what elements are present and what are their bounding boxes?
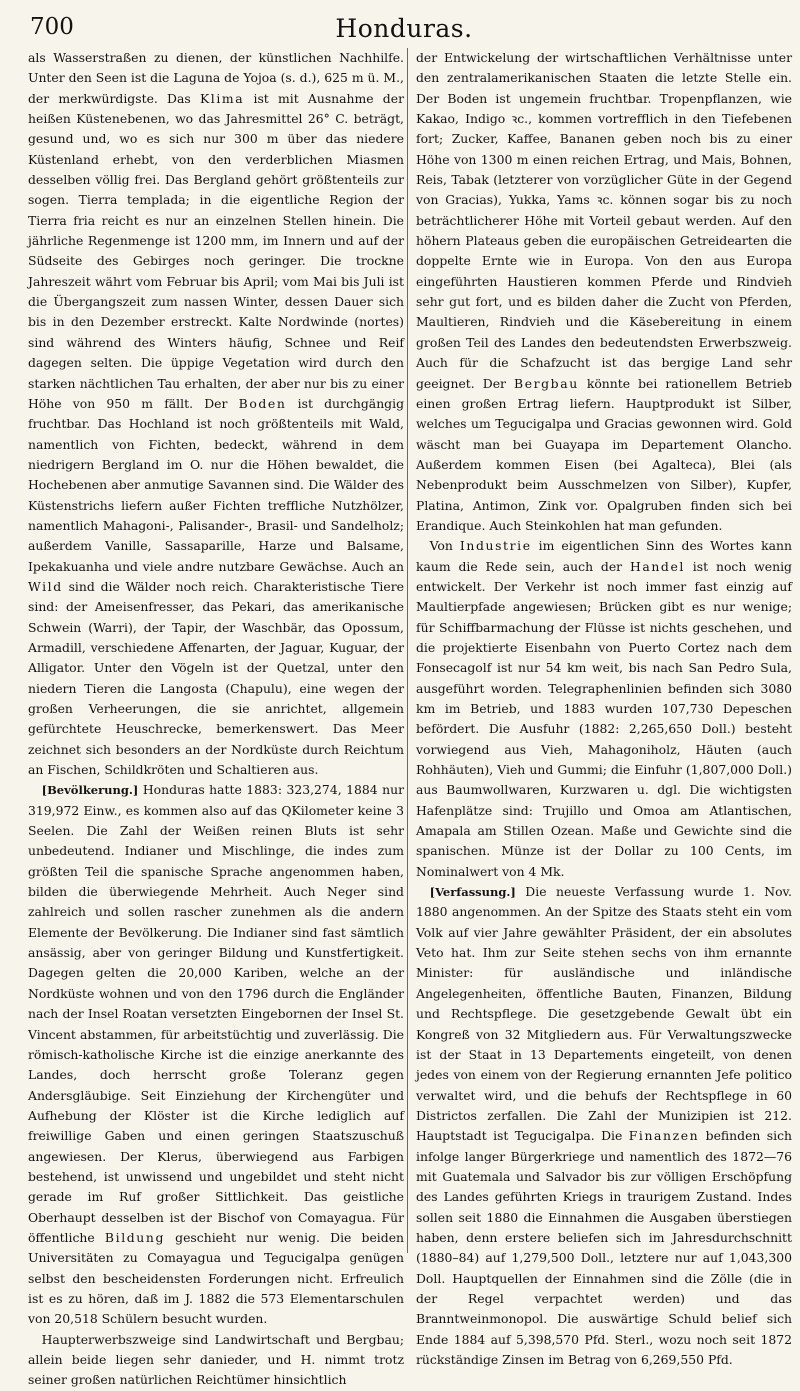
text-run: ist durchgängig fruchtbar. Das Hochland ist noch größtenteils mit Wald, namentlich von Fichten, bedeckt, während in dem niedrigern Bergland im O. nur die Höhen bewaldet, die Hochebenen aber anmutige Savannen sind. Die Wälder des Küstenstrichs liefern außer Fichten treffliche Nutzhölzer, namentlich Mahagoni-, Palisander-, Brasil- und Sandelholz; außerdem Vanille, Sassaparille, Harze und Balsame, Ipekakuanha und viele andre nutzbare Gewächse. Auch an — [28, 395, 404, 574]
column-divider — [407, 48, 408, 1253]
text-run: Von — [429, 538, 460, 554]
text-run: Haupterwerbszweige sind Landwirtschaft und Bergbau; allein beide liegen sehr danieder, und H. nimmt trotz seiner großen natürlichen Reichtümer hinsichtlich — [28, 1331, 404, 1388]
text-run: Honduras hatte 1883: 323,274, 1884 nur 319,972 Einw., es kommen also auf das QKilometer keine 3 Seelen. Die Zahl der Weißen reinen Bluts ist sehr unbedeutend. Indianer und Mischlinge, die indes zum größten Teil die spanische Sprache angenommen haben, bilden die überwiegende Mehrheit. Auch Neger sind zahlreich und sollen rascher zunehmen als die andern Elemente der Bevölkerung. Die Indianer sind fast sämtlich ansässig, aber von geringer Bildung und Kunstfertigkeit. Dagegen gelten die 20,000 Kariben, welche an der Nordküste wohnen und von den 1796 durch die Engländer nach der Insel Roatan versetzten Eingebornen der Insel St. Vincent abstammen, für arbeitstüchtig und zuverlässig. Die römisch-katholische Kirche ist die einzige anerkannte des Landes, doch herrscht große Toleranz gegen Andersgläubige. Seit Einziehung der Kirchengüter und Aufhebung der Klöster ist die Kirche lediglich auf freiwillige Gaben und einen geringen Staatszuschuß angewiesen. Der Klerus, überwiegend aus Farbigen bestehend, ist unwissend und ungebildet und steht nicht gerade im Ruf großer Sittlichkeit. Das geistliche Oberhaupt desselben ist der Bischof von Comayagua. Für öffentliche — [28, 782, 404, 1245]
keyword-bergbau: Bergbau — [513, 375, 579, 391]
keyword-boden: Boden — [238, 395, 287, 411]
text-run: geschieht nur wenig. Die beiden Universitäten zu Comayagua und Tegucigalpa genügen selbst den bescheidensten Forderungen nicht. Erfreulich ist es zu hören, daß im J. 1882 die 573 Elementarschulen von 20,518 Schülern besucht wurden. — [28, 1229, 405, 1327]
page-header — [30, 12, 778, 48]
keyword-wild: Wild — [28, 578, 63, 594]
paragraph-agriculture-mining — [416, 48, 792, 536]
paragraph-economy-start — [28, 1330, 404, 1391]
keyword-finanzen: Finanzen — [628, 1128, 700, 1144]
keyword-bildung: Bildung — [104, 1229, 165, 1245]
paragraph-industry-trade — [416, 536, 792, 882]
text-run: im eigentlichen Sinn des Wortes kann kaum die Rede sein, auch der — [416, 538, 792, 574]
text-run: der Entwickelung der wirtschaftlichen Verhältnisse unter den zentralamerikanischen Staaten die letzte Stelle ein. Der Boden ist ungemein fruchtbar. Tropenpflanzen, wie Kakao, Indigo ꝛc., kommen vortrefflich in den Tiefebenen fort; Zucker, Kaffee, Bananen geben noch bis zu einer Höhe von 1300 m einen reichen Ertrag, und Mais, Bohnen, Reis, Tabak (letzterer von vorzüglicher Güte in der Gegend von Gracias), Yukka, Yams ꝛc. können sogar bis zu noch beträchtlicherer Höhe mit Vorteil gebaut werden. Auf den höhern Plateaus geben die europäischen Getreidearten die doppelte Ernte wie in Europa. Von den aus Europa eingeführten Haustieren kommen Pferde und Rindvieh sehr gut fort, und es bilden daher die Zucht von Pferden, Maultieren, Rindvieh und die Käsebereitung in einem großen Teil des Landes den bedeutendsten Erwerbszweig. Auch für die Schafzucht ist das bergige Land sehr geeignet. Der — [416, 50, 792, 391]
text-run: befinden sich infolge langer Bürgerkriege und namentlich des 1872—76 mit Guatemala und Salvador bis zur völligen Erschöpfung des Landes geführten Kriegs in traurigem Zustand. Indes sollen seit 1880 die Einnahmen die Ausgaben überstiegen haben, denn erstere beliefen sich im Jahresdurchschnitt (1880–84) auf 1,279,500 Doll., letztere nur auf 1,043,300 Doll. Hauptquellen der Einnahmen sind die Zölle (die in der Regel verpachtet werden) und das Branntweinmonopol. Die auswärtige Schuld belief sich Ende 1884 auf 5,398,570 Pfd. Sterl., wozu noch seit 1872 rückständige Zinsen im Betrag von 6,269,550 Pfd. — [416, 1128, 792, 1367]
running-title: Honduras. — [335, 14, 473, 43]
text-run: ist noch wenig entwickelt. Der Verkehr ist noch immer fast einzig auf Maultierpfade angewiesen; Brücken gibt es nur wenige; für Schiffbarmachung der Flüsse ist nichts geschehen, und die projektierte Eisenbahn von Puerto Cortez nach dem Fonsecagolf ist nur 54 km weit, bis nach San Pedro Sula, ausgeführt worden. Telegraphenlinien befinden sich 3080 km im Betrieb, und 1883 wurden 107,730 Depeschen befördert. Die Ausfuhr (1882: 2,265,650 Doll.) besteht vorwiegend aus Vieh, Mahagoniholz, Häuten (auch Rohhäuten), Vieh und Gummi; die Einfuhr (1,807,000 Doll.) aus Baumwollwaren, Kurzwaren u. dgl. Die wichtigsten Hafenplätze sind: Trujillo und Omoa am Atlantischen, Amapala am Stillen Ozean. Maße und Gewichte sind die spanischen. Münze ist der Dollar zu 100 Cents, im Nominalwert von 4 Mk. — [416, 558, 792, 879]
paragraph-constitution — [416, 882, 792, 1370]
keyword-industrie: Industrie — [459, 538, 532, 554]
text-run: könnte bei rationellem Betrieb einen großen Ertrag liefern. Hauptprodukt ist Silber, welches um Tegucigalpa und Gracias gewonnen wird. Gold wäscht man bei Guayapa im Departement Olancho. Außerdem kommen Eisen (bei Agalteca), Blei (als Nebenprodukt beim Ausschmelzen von Silber), Kupfer, Platina, Antimon, Zink vor. Opalgruben finden sich bei Erandique. Auch Steinkohlen hat man gefunden. — [416, 375, 792, 533]
right-column — [416, 48, 792, 1367]
section-heading-population: [Bevölkerung.] — [41, 783, 139, 798]
text-run: als Wasserstraßen zu dienen, der künstlichen Nachhilfe. Unter den Seen ist die Laguna de Yojoa (s. d.), 625 m ü. M., der merkwürdigste. Das — [28, 50, 404, 106]
text-run: sind die Wälder noch reich. Charakteristische Tiere sind: der Ameisenfresser, das Pekari, das amerikanische Schwein (Warri), der Tapir, der Waschbär, das Opossum, Armadill, verschiedene Affenarten, der Jaguar, Kuguar, der Alligator. Unter den Vögeln ist der Quetzal, unter den niedern Tieren die Langosta (Chapulu), eine wegen der großen Verheerungen, die sie anrichtet, allgemein gefürchtete Heuschrecke, bemerkenswert. Das Meer zeichnet sich besonders an der Nordküste durch Reichtum an Fischen, Schildkröten und Schaltieren aus. — [28, 578, 404, 778]
page-number: 700 — [30, 14, 74, 40]
text-run: Die neueste Verfassung wurde 1. Nov. 1880 angenommen. An der Spitze des Staats steht ein vom Volk auf vier Jahre gewählter Präsident, der ein absolutes Veto hat. Ihm zur Seite stehen sechs von ihm ernannte Minister: für ausländische und inländische Angelegenheiten, öffentliche Bauten, Finanzen, Bildung und Rechtspflege. Die gesetzgebende Gewalt übt ein Kongreß von 32 Mitgliedern aus. Für Verwaltungszwecke ist der Staat in 13 Departements eingeteilt, von denen jedes von einem von der Regierung ernannten Jefe politico verwaltet wird, und die behufs der Rechtspflege in 60 Districtos zerfallen. Die Zahl der Munizipien ist 212. Hauptstadt ist Tegucigalpa. Die — [416, 884, 792, 1144]
paragraph-population — [28, 780, 404, 1329]
text-run: ist mit Ausnahme der heißen Küstenebenen, wo das Jahresmittel 26° C. beträgt, gesund und, wo es sich nur 300 m über das niedere Küstenland erhebt, von den verderblichen Miasmen desselben völlig frei. Das Bergland gehört größtenteils zur sogen. Tierra templada; in die eigentliche Region der Tierra fria reicht es nur an einzelnen Stellen hinein. Die jährliche Regenmenge ist 1200 mm, im Innern und auf der Südseite des Gebirges noch geringer. Die trockne Jahreszeit währt vom Februar bis April; vom Mai bis Juli ist die Übergangszeit zum nassen Winter, dessen Dauer sich bis in den Dezember erstreckt. Kalte Nordwinde (nortes) sind während des Winters häufig, Schnee und Reif dagegen selten. Die üppige Vegetation wird durch den starken nächtlichen Tau erhalten, der aber nur bis zu einer Höhe von 950 m fällt. Der — [28, 90, 404, 411]
left-column — [28, 48, 405, 1388]
paragraph-climate-nature — [28, 48, 404, 780]
section-heading-constitution: [Verfassung.] — [429, 885, 516, 900]
keyword-klima: Klima — [199, 90, 245, 106]
keyword-handel: Handel — [629, 558, 685, 574]
